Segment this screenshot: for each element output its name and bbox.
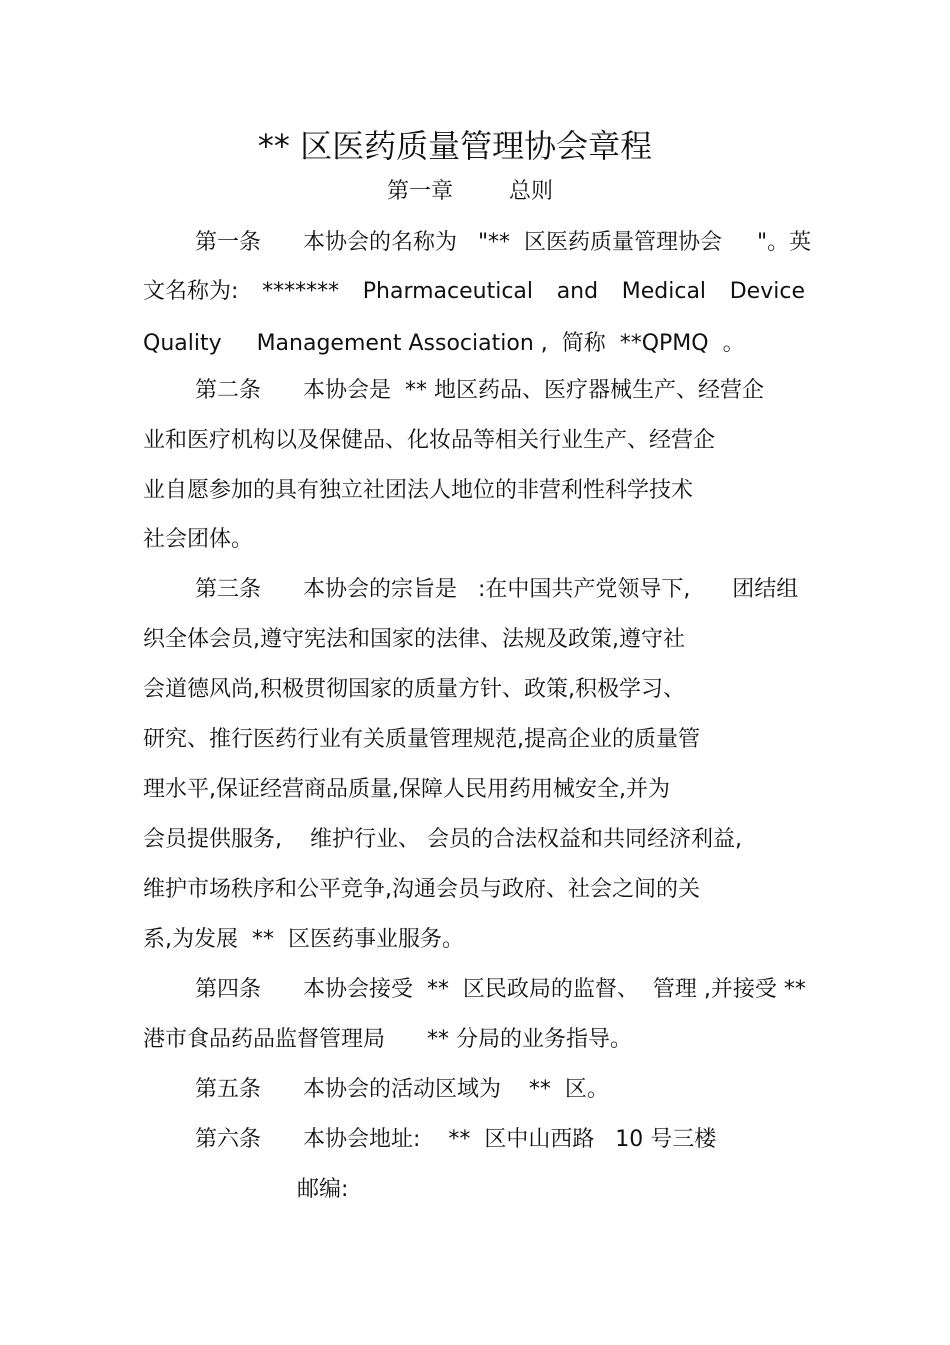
article-1-line-2-word: and xyxy=(556,279,599,304)
article-2-line-3: 业自愿参加的具有独立社团法人地位的非营利性科学技术 xyxy=(143,478,694,503)
article-3-line-6: 会员提供服务, 维护行业、 会员的合法权益和共同经济利益, xyxy=(143,827,742,852)
article-3-line-7: 维护市场秩序和公平竞争,沟通会员与政府、社会之间的关 xyxy=(143,877,700,902)
article-1-line-2 xyxy=(143,276,805,308)
article-5-line-1: 第五条 本协会的活动区域为 ** 区。 xyxy=(195,1077,609,1102)
article-1-line-2-word: 文名称为: xyxy=(143,279,239,304)
article-6-line-2: 邮编: xyxy=(297,1177,349,1202)
article-1-line-2-word: Medical xyxy=(621,279,707,304)
document-title: ** 区医药质量管理协会章程 xyxy=(257,127,653,165)
article-1-line-3: Quality Management Association , 简称 **QPMQ 。 xyxy=(143,331,745,356)
article-1-line-1: 第一条 本协会的名称为 "** 区医药质量管理协会 "。英 xyxy=(195,230,812,255)
article-2-line-2: 业和医疗机构以及保健品、化妆品等相关行业生产、经营企 xyxy=(143,428,716,453)
chapter-heading: 第一章 总则 xyxy=(387,179,553,204)
article-1-line-2-word: ******* xyxy=(262,279,340,304)
article-1-line-2-word: Device xyxy=(729,279,805,304)
article-2-line-1: 第二条 本协会是 ** 地区药品、医疗器械生产、经营企 xyxy=(195,378,764,403)
article-3-line-1: 第三条 本协会的宗旨是 :在中国共产党领导下, 团结组 xyxy=(195,577,799,602)
article-3-line-5: 理水平,保证经营商品质量,保障人民用药用械安全,并为 xyxy=(143,777,670,802)
article-1-line-2-word: Pharmaceutical xyxy=(362,279,534,304)
article-3-line-8: 系,为发展 ** 区医药事业服务。 xyxy=(143,927,464,952)
article-3-line-3: 会道德风尚,积极贯彻国家的质量方针、政策,积极学习、 xyxy=(143,677,685,702)
article-4-line-1: 第四条 本协会接受 ** 区民政局的监督、 管理 ,并接受 ** xyxy=(195,977,806,1002)
article-6-line-1: 第六条 本协会地址: ** 区中山西路 10 号三楼 xyxy=(195,1127,717,1152)
article-2-line-4: 社会团体。 xyxy=(143,527,254,552)
article-4-line-2: 港市食品药品监督管理局 ** 分局的业务指导。 xyxy=(143,1027,632,1052)
article-3-line-4: 研究、推行医药行业有关质量管理规范,提高企业的质量管 xyxy=(143,727,700,752)
article-3-line-2: 织全体会员,遵守宪法和国家的法律、法规及政策,遵守社 xyxy=(143,627,685,652)
